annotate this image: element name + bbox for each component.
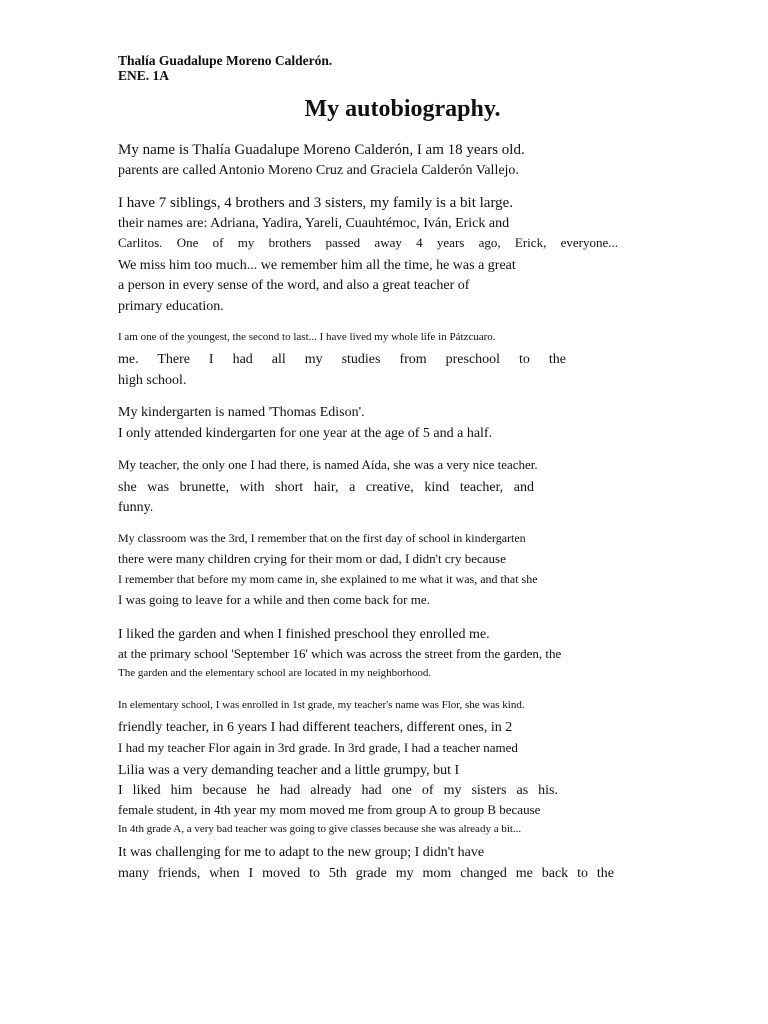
- text-line: I was going to leave for a while and then come back for me.: [118, 592, 430, 607]
- text-line: I liked him because he had already had one of my sisters as his.: [118, 783, 558, 798]
- text-line: My name is Thalía Guadalupe Moreno Calderón, I am 18 years old.: [118, 142, 525, 158]
- text-line: many friends, when I moved to 5th grade my mom changed me back to the: [118, 866, 614, 881]
- text-line: I had my teacher Flor again in 3rd grade. In 3rd grade, I had a teacher named: [118, 740, 518, 755]
- text-line: I remember that before my mom came in, she explained to me what it was, and that she: [118, 572, 538, 586]
- text-line: primary education.: [118, 299, 224, 314]
- text-line: at the primary school 'September 16' which was across the street from the garden, the: [118, 646, 562, 661]
- author-group: ENE. 1A: [118, 68, 170, 83]
- text-line: My classroom was the 3rd, I remember that on the first day of school in kindergarten: [118, 531, 526, 545]
- text-line: Carlitos. One of my brothers passed away 4 years ago, Erick, everyone...: [118, 235, 618, 250]
- text-line: In elementary school, I was enrolled in 1st grade, my teacher's name was Flor, she was kind.: [118, 699, 525, 711]
- text-line: My teacher, the only one I had there, is named Aída, she was a very nice teacher.: [118, 457, 538, 472]
- text-line: there were many children crying for their mom or dad, I didn't cry because: [118, 551, 506, 566]
- text-line: The garden and the elementary school are located in my neighborhood.: [118, 667, 432, 679]
- text-line: parents are called Antonio Moreno Cruz and Graciela Calderón Vallejo.: [118, 163, 519, 178]
- text-line: I have 7 siblings, 4 brothers and 3 sisters, my family is a bit large.: [118, 195, 514, 211]
- text-line: We miss him too much... we remember him all the time, he was a great: [118, 258, 516, 273]
- text-line: a person in every sense of the word, and also a great teacher of: [118, 278, 470, 293]
- text-line: I am one of the youngest, the second to last... I have lived my whole life in Pátzcuaro.: [118, 331, 496, 343]
- text-line: In 4th grade A, a very bad teacher was going to give classes because she was already a bit...: [118, 823, 522, 835]
- text-line: high school.: [118, 373, 187, 388]
- text-line: funny.: [118, 500, 154, 515]
- author-name: Thalía Guadalupe Moreno Calderón.: [118, 53, 333, 68]
- text-line: Lilia was a very demanding teacher and a little grumpy, but I: [118, 763, 460, 778]
- text-line: I liked the garden and when I finished preschool they enrolled me.: [118, 627, 490, 642]
- page-title: My autobiography.: [304, 96, 501, 122]
- text-line: their names are: Adriana, Yadira, Yareli, Cuauhtémoc, Iván, Erick and: [118, 216, 510, 231]
- text-line: female student, in 4th year my mom moved me from group A to group B because: [118, 802, 541, 817]
- text-line: It was challenging for me to adapt to the new group; I didn't have: [118, 845, 485, 860]
- text-line: me. There I had all my studies from preschool to the: [118, 352, 566, 367]
- text-line: I only attended kindergarten for one year at the age of 5 and a half.: [118, 426, 493, 441]
- text-line: My kindergarten is named 'Thomas Edison'.: [118, 405, 365, 420]
- text-line: friendly teacher, in 6 years I had different teachers, different ones, in 2: [118, 720, 513, 735]
- text-line: she was brunette, with short hair, a creative, kind teacher, and: [118, 480, 534, 495]
